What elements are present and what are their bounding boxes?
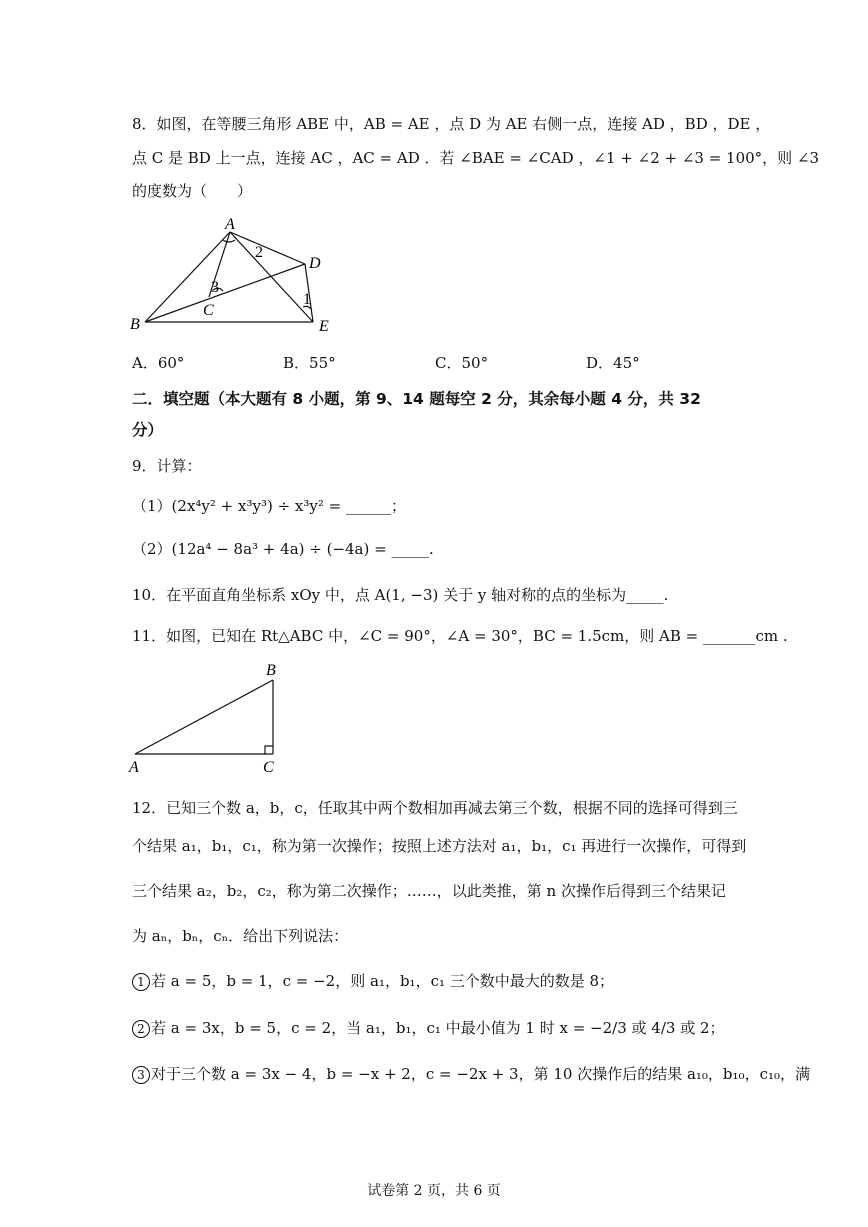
circled-number-3: 3	[132, 1066, 150, 1084]
q12-line1: 12．已知三个数 a，b，c，任取其中两个数相加再减去第三个数，根据不同的选择可得到三	[132, 799, 738, 817]
q12-line2: 个结果 a₁，b₁，c₁，称为第一次操作；按照上述方法对 a₁，b₁，c₁ 再进行一次操作，可得到	[132, 837, 747, 855]
circled-number-2: 2	[132, 1020, 150, 1038]
q9-intro: 9．计算：	[132, 457, 202, 475]
q9-part2: （2）(12a⁴ − 8a³ + 4a) ÷ (−4a) = _____.	[132, 540, 434, 558]
q12-line4: 为 aₙ，bₙ，cₙ．给出下列说法：	[132, 927, 349, 945]
section2-heading-line2: 分）	[132, 421, 164, 439]
q8-label-e: E	[319, 318, 329, 335]
q11-figure	[125, 660, 295, 780]
q12-statement-3-text: 对于三个数 a = 3x − 4，b = −x + 2，c = −2x + 3，第 10 次操作后的结果 a₁₀，b₁₀，c₁₀，满	[151, 1065, 810, 1083]
q8-line2: 点 C 是 BD 上一点，连接 AC ，AC = AD ．若 ∠BAE = ∠CAD ，∠1 + ∠2 + ∠3 = 100°，则 ∠3	[132, 149, 820, 167]
q8-option-c: C．50°	[435, 354, 489, 372]
q8-line3: 的度数为（ ）	[132, 182, 253, 200]
q12-statement-2	[132, 1017, 725, 1039]
q8-option-a: A．60°	[132, 354, 185, 372]
q11-label-a: A	[129, 759, 139, 776]
q9-part1: （1）(2x⁴y² + x³y³) ÷ x³y² = ______；	[132, 497, 406, 515]
q8-label-b: B	[130, 316, 140, 333]
q8-label-a: A	[225, 216, 235, 233]
q8-angle-3: 3	[211, 279, 219, 296]
q8-label-c: C	[203, 302, 214, 319]
page-footer: 试卷第 2 页，共 6 页	[367, 1183, 501, 1199]
q11-label-b: B	[266, 662, 276, 679]
q8-angle-1: 1	[303, 291, 311, 308]
q12-line3: 三个结果 a₂，b₂，c₂，称为第二次操作；……，以此类推，第 n 次操作后得到三个结果记	[132, 882, 726, 900]
circled-number-1: 1	[132, 973, 150, 991]
q12-statement-3	[132, 1063, 810, 1085]
q12-statement-1-text: 若 a = 5，b = 1，c = −2，则 a₁，b₁，c₁ 三个数中最大的数是 8；	[151, 972, 615, 990]
q8-label-d: D	[309, 255, 321, 272]
q11-label-c: C	[263, 759, 274, 776]
section2-heading-line1: 二．填空题（本大题有 8 小题，第 9、14 题每空 2 分，其余每小题 4 分，共 32	[132, 390, 701, 408]
q12-statement-2-text: 若 a = 3x，b = 5，c = 2，当 a₁，b₁，c₁ 中最小值为 1 时 x = −2/3 或 4/3 或 2；	[151, 1019, 725, 1037]
q8-angle-2: 2	[255, 244, 263, 261]
q8-line1: 8．如图，在等腰三角形 ABE 中，AB = AE ，点 D 为 AE 右侧一点，连接 AD ，BD ，DE ，	[132, 115, 771, 133]
q11-text: 11．如图，已知在 Rt△ABC 中，∠C = 90°，∠A = 30°，BC = 1.5cm，则 AB = _______cm .	[132, 627, 788, 645]
q8-option-d: D．45°	[586, 354, 640, 372]
q8-figure	[125, 212, 345, 337]
q12-statement-1	[132, 970, 614, 992]
q8-option-b: B．55°	[283, 354, 336, 372]
q10-text: 10．在平面直角坐标系 xOy 中，点 A(1, −3) 关于 y 轴对称的点的坐标为_____.	[132, 586, 669, 604]
